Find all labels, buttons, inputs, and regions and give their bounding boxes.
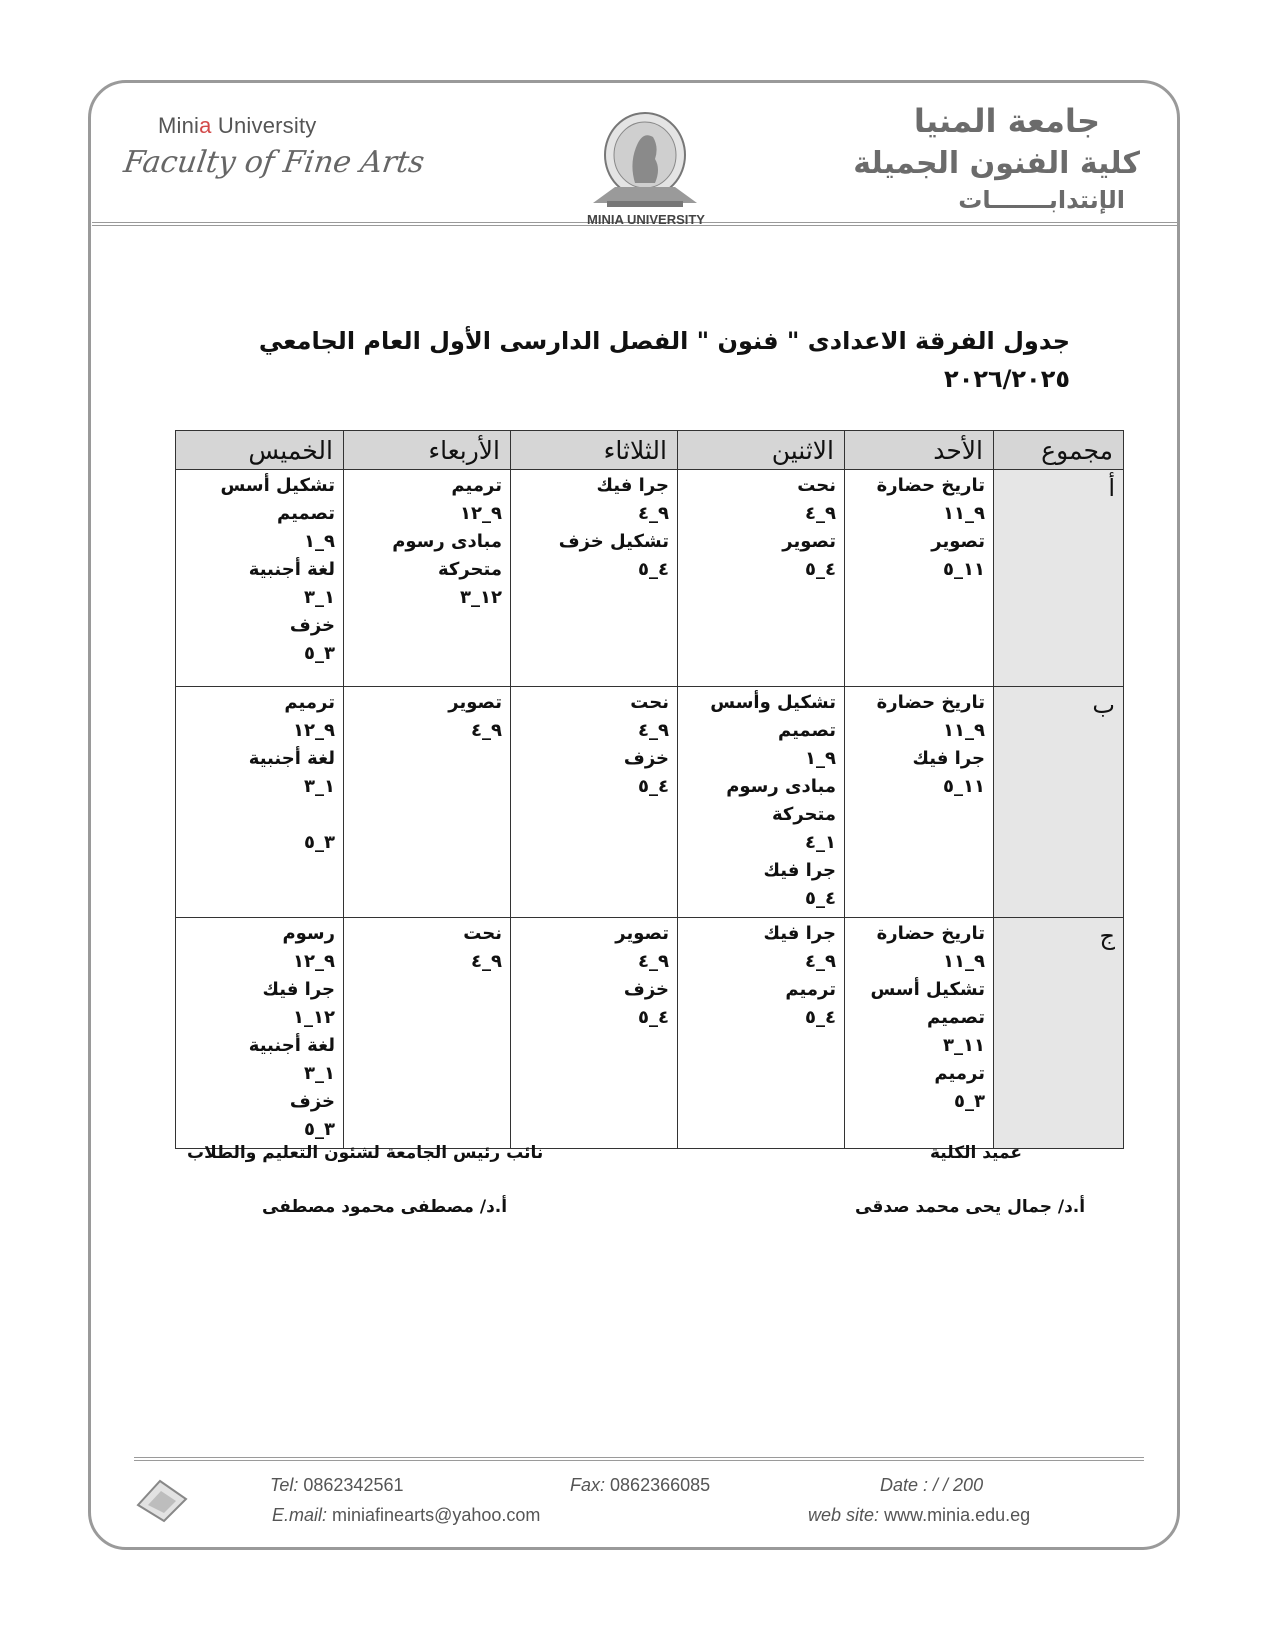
table-row	[176, 687, 1124, 918]
vice-president-title: نائب رئيس الجامعة لشئون التعليم والطلاب	[187, 1143, 544, 1163]
cell-line: ٣_٥	[304, 1119, 335, 1140]
footer-website[interactable]: web site: www.minia.edu.eg	[808, 1505, 1031, 1525]
cell-line: ٣_٥	[304, 832, 335, 853]
cell-line: تشكيل وأسس	[710, 692, 836, 713]
cell-line: ١٢_٣	[460, 587, 502, 608]
cell-line: تاريخ حضارة	[876, 923, 985, 944]
table-row	[176, 918, 1124, 1149]
cell-line: جرا فيك	[262, 979, 335, 1000]
arabic-department-name: الإنتدابـــــــات	[958, 186, 1125, 214]
cell-line: جرا فيك	[912, 748, 985, 769]
schedule-cell	[845, 687, 994, 918]
cell-line: ٩_١٢	[293, 951, 335, 972]
footer-email[interactable]: E.mail: miniafinearts@yahoo.com	[272, 1505, 541, 1525]
cell-line: متحركة	[771, 804, 836, 825]
cell-line: ٩_٤	[805, 951, 836, 972]
footer-fax: Fax: 0862366085	[570, 1475, 711, 1495]
column-header-day: الخميس	[176, 431, 344, 470]
cell-line: ٤_٥	[805, 888, 836, 909]
cell-line: ٩_٤	[471, 720, 502, 741]
cell-line: خزف	[623, 748, 669, 769]
cell-line: ترميم	[284, 692, 335, 713]
cell-line: لغة أجنبية	[248, 559, 335, 580]
column-header-day: الاثنين	[678, 431, 845, 470]
schedule-cell	[511, 918, 678, 1149]
footer-telephone: Tel: 0862342561	[270, 1475, 404, 1495]
cell-line: ٩_٤	[471, 951, 502, 972]
cell-line: جرا فيك	[763, 923, 836, 944]
cell-line: خزف	[289, 1091, 335, 1112]
cell-line: جرا فيك	[763, 860, 836, 881]
schedule-cell	[678, 470, 845, 687]
cell-line: ٩_١	[304, 531, 335, 552]
english-university-name: Minia University	[158, 113, 317, 138]
column-header-day: الثلاثاء	[511, 431, 678, 470]
cell-line: ١_٤	[805, 832, 836, 853]
schedule-cell	[678, 918, 845, 1149]
cell-line: مبادى رسوم	[392, 531, 502, 552]
column-header-day: الأحد	[845, 431, 994, 470]
cell-line: لغة أجنبية	[248, 748, 335, 769]
dean-name: أ.د/ جمال يحى محمد صدقى	[855, 1197, 1086, 1217]
cell-line: نحت	[630, 692, 669, 713]
cell-line: نحت	[463, 923, 502, 944]
title-line-1: جدول الفرقة الاعدادى " فنون " الفصل الدارسى الأول العام الجامعي	[258, 327, 1070, 355]
table-row	[176, 470, 1124, 687]
column-header-day: الأربعاء	[344, 431, 511, 470]
dean-title: عميد الكلية	[930, 1143, 1022, 1163]
cell-line: ١_٣	[304, 1063, 335, 1084]
schedule-cell	[176, 687, 344, 918]
title-line-2: ٢٠٢٦/٢٠٢٥	[944, 365, 1070, 393]
cell-line: ٩_٤	[638, 951, 669, 972]
table-body	[176, 470, 1124, 1149]
column-header-group: مجموع	[994, 431, 1124, 470]
cell-line: خزف	[289, 615, 335, 636]
schedule-cell	[344, 687, 511, 918]
vice-president-name: أ.د/ مصطفى محمود مصطفى	[262, 1197, 508, 1217]
cell-line: تشكيل أسس	[220, 475, 335, 496]
schedule-cell	[176, 470, 344, 687]
cell-line: ٣_٥	[304, 643, 335, 664]
arabic-faculty-name: كلية الفنون الجميلة	[853, 146, 1140, 181]
faculty-emblem-icon	[134, 1475, 190, 1525]
group-cell: ب	[994, 687, 1124, 918]
cell-line: ٤_٥	[805, 559, 836, 580]
cell-line: ٩_١١	[943, 503, 985, 524]
cell-line: لغة أجنبية	[248, 1035, 335, 1056]
cell-line: ٩_١٢	[460, 503, 502, 524]
cell-line: متحركة	[437, 559, 502, 580]
cell-line: ١_٣	[304, 587, 335, 608]
cell-line: تصوير	[931, 531, 985, 552]
cell-line: تصميم	[926, 1007, 985, 1028]
table-header-row	[176, 431, 1124, 470]
cell-line: تشكيل خزف	[558, 531, 669, 552]
schedule-cell	[511, 687, 678, 918]
cell-line: ٩_٤	[638, 503, 669, 524]
cell-line: ٩_١	[805, 748, 836, 769]
cell-line: تصميم	[777, 720, 836, 741]
cell-line: ترميم	[785, 979, 836, 1000]
cell-line: رسوم	[282, 923, 335, 944]
cell-line: ٤_٥	[638, 559, 669, 580]
schedule-cell	[845, 918, 994, 1149]
cell-line: تشكيل أسس	[870, 979, 985, 1000]
cell-line: ٩_١٢	[293, 720, 335, 741]
cell-line	[184, 801, 335, 829]
cell-line: تاريخ حضارة	[876, 475, 985, 496]
schedule-cell	[678, 687, 845, 918]
footer-date: Date : / / 200	[880, 1475, 984, 1495]
cell-line: تصميم	[276, 503, 335, 524]
arabic-university-name: جامعة المنيا	[913, 102, 1100, 140]
cell-line: ٤_٥	[638, 776, 669, 797]
cell-line: مبادى رسوم	[726, 776, 836, 797]
cell-line: جرا فيك	[596, 475, 669, 496]
cell-line: ٩_٤	[638, 720, 669, 741]
cell-line: ١١_٥	[943, 559, 985, 580]
cell-line: تصوير	[782, 531, 836, 552]
cell-line: ١١_٣	[943, 1035, 985, 1056]
cell-line: ترميم	[451, 475, 502, 496]
schedule-cell	[845, 470, 994, 687]
group-cell: ج	[994, 918, 1124, 1149]
cell-line: تصوير	[615, 923, 669, 944]
schedule-cell	[511, 470, 678, 687]
cell-line: ١١_٥	[943, 776, 985, 797]
schedule-cell	[344, 918, 511, 1149]
schedule-cell	[176, 918, 344, 1149]
cell-line: ٤_٥	[638, 1007, 669, 1028]
footer-divider	[134, 1457, 1144, 1461]
cell-line: تاريخ حضارة	[876, 692, 985, 713]
schedule-title	[259, 322, 1070, 398]
schedule-cell	[344, 470, 511, 687]
cell-line: ٩_١١	[943, 951, 985, 972]
english-faculty-name: Faculty of Fine Arts	[121, 145, 427, 180]
schedule-table	[175, 430, 1124, 1149]
cell-line: نحت	[797, 475, 836, 496]
university-seal-logo	[585, 103, 705, 228]
cell-line: ١_٣	[304, 776, 335, 797]
cell-line: ٣_٥	[954, 1091, 985, 1112]
cell-line: ٩_١١	[943, 720, 985, 741]
cell-line: ترميم	[934, 1063, 985, 1084]
cell-line: ٩_٤	[805, 503, 836, 524]
seal-caption: MINIA UNIVERSITY	[587, 212, 705, 227]
cell-line: ٤_٥	[805, 1007, 836, 1028]
group-cell: أ	[994, 470, 1124, 687]
cell-line: خزف	[623, 979, 669, 1000]
cell-line: ١٢_١	[293, 1007, 335, 1028]
cell-line: تصوير	[448, 692, 502, 713]
